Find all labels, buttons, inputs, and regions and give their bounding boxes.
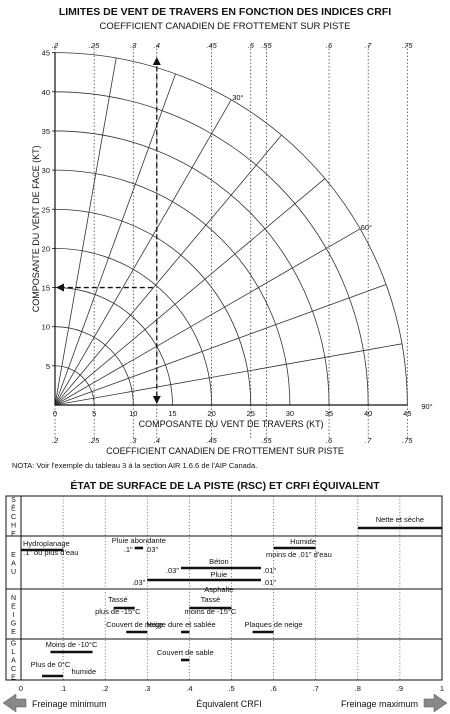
rsc-x-tick-3: .3 <box>144 684 151 693</box>
rsc-range-label-7: Tassé <box>200 595 221 604</box>
crfi-tick-top-6: .55 <box>261 41 272 50</box>
category-letter-2-1: E <box>11 603 16 611</box>
rsc-range-label-6: Tassé <box>108 595 128 604</box>
y-tick-7: 40 <box>41 87 50 97</box>
rsc-range-sub-5: Asphalte <box>204 585 234 594</box>
rsc-range-label-10: Plaques de neige <box>244 620 303 629</box>
category-letter-3-4: E <box>11 674 16 682</box>
category-letter-2-4: E <box>11 629 16 636</box>
rsc-range-label-12: Couvert de sable <box>156 648 214 657</box>
rsc-range-sub-6: plus de -15°C <box>95 607 141 616</box>
rsc-x-tick-9: .9 <box>396 684 404 693</box>
rsc-range-sub-7: moins de -15°C <box>184 607 237 616</box>
top-chart-subtitle: COEFFICIENT CANADIEN DE FROTTEMENT SUR PISTE <box>99 21 351 32</box>
rsc-x-tick-4: .4 <box>186 684 193 693</box>
crfi-tick-bottom-6: .6 <box>325 436 333 445</box>
crfi-tick-bottom-8: .75 <box>402 436 413 445</box>
crfi-tick-top-0: .2 <box>51 41 59 50</box>
rsc-range-label-13: Plus de 0°C <box>30 660 71 669</box>
crfi-tick-top-9: .75 <box>402 41 413 50</box>
wind-radial-7 <box>55 344 402 405</box>
rsc-range-start-5: .03" <box>132 578 146 587</box>
x-tick-3: 15 <box>168 409 177 418</box>
x-tick-0: 0 <box>52 409 58 418</box>
category-letter-2-0: N <box>10 595 17 602</box>
top-chart-title: LIMITES DE VENT DE TRAVERS EN FONCTION DES INDICES CRFI <box>58 6 392 18</box>
x-tick-1: 5 <box>92 409 97 418</box>
x-tick-6: 30 <box>285 409 295 418</box>
x-axis-title: COMPOSANTE DU VENT DE TRAVERS (KT) <box>138 419 324 429</box>
y-tick-5: 30 <box>41 166 50 176</box>
rsc-range-start-2: .1" <box>123 545 133 554</box>
x-tick-7: 35 <box>324 409 334 418</box>
y-tick-2: 15 <box>41 283 50 293</box>
y-tick-6: 35 <box>41 126 50 136</box>
crfi-tick-top-1: .25 <box>88 41 100 50</box>
crfi-tick-bottom-3: .4 <box>153 436 160 445</box>
rsc-x-tick-7: .7 <box>312 684 319 693</box>
rsc-x-tick-8: .8 <box>354 684 361 693</box>
rsc-range-label-5: Pluie <box>210 570 228 579</box>
y-tick-1: 10 <box>41 322 50 332</box>
crfi-tick-bottom-2: .3 <box>130 436 137 445</box>
freinage-minimum-arrow <box>3 694 26 712</box>
rsc-range-sub-1: .1" ou plus d'eau <box>23 548 79 557</box>
note-text: NOTA: Voir l'exemple du tableau 3 à la section AIR 1.6.6 de l'AIP Canada. <box>12 461 258 470</box>
rsc-range-label-8: Couvert de neige <box>106 620 164 629</box>
rsc-frame <box>6 496 442 680</box>
category-letter-0-3: H <box>10 522 17 530</box>
rsc-range-end-4: .01" <box>262 566 277 575</box>
category-letter-0-0: S <box>11 497 16 504</box>
category-letter-0-2: C <box>10 514 17 521</box>
rsc-range-sub-13: humide <box>71 667 97 676</box>
rsc-range-label-0: Nette et sèche <box>375 515 425 524</box>
bottom-chart-title: ÉTAT DE SURFACE DE LA PISTE (RSC) ET CRFI ÉQUIVALENT <box>70 480 380 492</box>
crfi-tick-top-2: .3 <box>130 41 137 50</box>
rsc-x-tick-10: 1 <box>439 684 445 693</box>
crfi-tick-top-5: .5 <box>247 41 254 50</box>
rsc-range-end-5: .01" <box>262 578 277 587</box>
rsc-x-tick-1: .1 <box>59 684 67 693</box>
rsc-x-tick-5: .5 <box>228 684 235 693</box>
rsc-x-tick-6: .6 <box>270 684 277 693</box>
category-letter-2-2: I <box>12 612 15 619</box>
crfi-tick-top-7: .6 <box>325 41 333 50</box>
rsc-range-label-11: Moins de -10°C <box>45 640 98 649</box>
x-tick-9: 45 <box>403 409 412 418</box>
category-letter-1-2: U <box>10 569 17 576</box>
y-tick-4: 25 <box>41 205 50 215</box>
category-letter-3-1: L <box>11 649 16 656</box>
freinage-minimum-label: Freinage minimum <box>32 699 107 709</box>
category-letter-1-0: E <box>11 552 16 559</box>
rsc-range-label-4: Béton <box>209 557 229 566</box>
x-tick-8: 40 <box>364 409 373 418</box>
crfi-tick-bottom-5: .55 <box>261 436 272 445</box>
wind-radial-0 <box>55 58 116 405</box>
rsc-x-tick-0: 0 <box>18 684 24 693</box>
rsc-range-sub-3: moins de .01" d'eau <box>265 550 332 559</box>
crfi-tick-bottom-0: .2 <box>51 436 59 445</box>
rsc-range-end-2: .03" <box>145 545 159 554</box>
rsc-x-tick-2: .2 <box>102 684 109 693</box>
angle-label-30: 30° <box>232 93 244 103</box>
y-tick-3: 20 <box>41 244 50 254</box>
x-tick-4: 20 <box>207 409 216 418</box>
top-chart-subtitle-bottom: COEFFICIENT CANADIEN DE FROTTEMENT SUR PISTE <box>106 446 344 456</box>
crfi-tick-top-4: .45 <box>206 41 217 50</box>
crfi-tick-top-3: .4 <box>153 41 160 50</box>
category-letter-3-3: C <box>10 666 17 673</box>
rsc-range-start-4: .03" <box>165 566 179 575</box>
rsc-x-axis-title: Équivalent CRFI <box>196 699 262 709</box>
rsc-range-label-9: Neige dure et sablée <box>146 620 216 629</box>
crfi-tick-bottom-7: .7 <box>365 436 372 445</box>
category-letter-3-2: A <box>11 657 16 665</box>
category-letter-3-0: G <box>10 640 17 648</box>
category-letter-1-1: A <box>11 560 16 568</box>
category-letter-2-3: G <box>10 620 17 628</box>
angle-label-60: 60° <box>360 222 373 232</box>
category-letter-0-1: È <box>11 505 16 513</box>
rsc-range-label-3: Humide <box>290 537 316 546</box>
freinage-maximum-arrow <box>424 694 447 712</box>
angle-label-90: 90° <box>421 402 433 411</box>
rsc-range-label-2: Pluie abondante <box>111 536 166 545</box>
y-tick-8: 45 <box>41 48 50 58</box>
rsc-range-label-1: Hydroplanage <box>23 539 70 548</box>
y-tick-0: 5 <box>45 361 50 371</box>
crfi-tick-bottom-4: .45 <box>206 436 217 445</box>
category-letter-0-4: E <box>11 531 16 538</box>
crfi-tick-bottom-1: .25 <box>88 436 100 445</box>
crfi-tick-top-8: .7 <box>365 41 372 50</box>
x-tick-2: 10 <box>129 409 138 418</box>
x-tick-5: 25 <box>246 409 255 418</box>
y-axis-title: COMPOSANTE DU VENT DE FACE (KT) <box>31 145 41 313</box>
freinage-maximum-label: Freinage maximum <box>340 699 418 709</box>
